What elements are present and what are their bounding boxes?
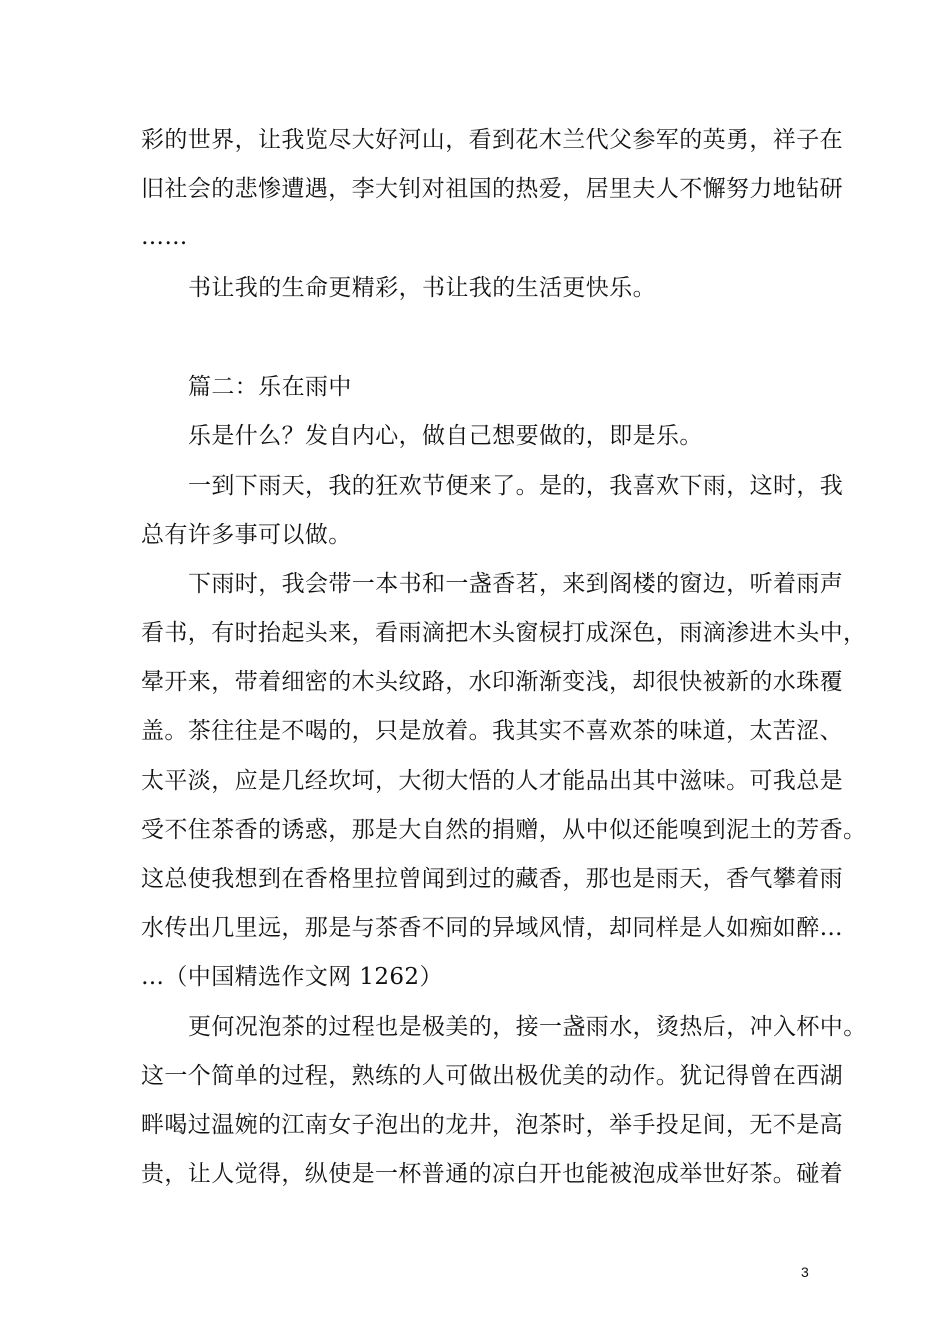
text-line: …（中国精选作文网 1262） <box>141 964 443 990</box>
text-line: 畔喝过温婉的江南女子泡出的龙井，泡茶时，举手投足间，无不是高 <box>141 1112 843 1138</box>
text-line: …… <box>141 224 188 250</box>
text-line: 水传出几里远，那是与茶香不同的异域风情，却同样是人如痴如醉… <box>141 915 843 941</box>
text-line: 这一个简单的过程，熟练的人可做出极优美的动作。犹记得曾在西湖 <box>141 1063 843 1089</box>
text-line: 一到下雨天，我的狂欢节便来了。是的，我喜欢下雨，这时，我 <box>188 473 844 499</box>
text-line: 这总使我想到在香格里拉曾闻到过的藏香，那也是雨天，香气攀着雨 <box>141 866 843 892</box>
text-line: 看书，有时抬起头来，看雨滴把木头窗棂打成深色，雨滴渗进木头中， <box>141 620 867 646</box>
text-line: 书让我的生命更精彩，书让我的生活更快乐。 <box>188 275 656 301</box>
text-line: 太平淡，应是几经坎坷，大彻大悟的人才能品出其中滋味。可我总是 <box>141 768 843 794</box>
text-line: 更何况泡茶的过程也是极美的，接一盏雨水，烫热后，冲入杯中。 <box>188 1014 867 1040</box>
section-heading: 篇二：乐在雨中 <box>188 374 352 400</box>
text-line: 贵，让人觉得，纵使是一杯普通的凉白开也能被泡成举世好茶。碰着 <box>141 1161 843 1187</box>
text-line: 乐是什么？发自内心，做自己想要做的，即是乐。 <box>188 423 703 449</box>
text-line: 总有许多事可以做。 <box>141 522 352 548</box>
text-line: 盖。茶往往是不喝的，只是放着。我其实不喜欢茶的味道，太苦涩、 <box>141 718 843 744</box>
text-line: 彩的世界，让我览尽大好河山，看到花木兰代父参军的英勇，祥子在 <box>141 127 843 153</box>
text-line: 下雨时，我会带一本书和一盏香茗，来到阁楼的窗边，听着雨声 <box>188 571 844 597</box>
text-line: 受不住茶香的诱惑，那是大自然的捐赠，从中似还能嗅到泥土的芳香。 <box>141 817 867 843</box>
page-number: 3 <box>801 1264 809 1280</box>
text-line: 旧社会的悲惨遭遇，李大钊对祖国的热爱，居里夫人不懈努力地钻研 <box>141 176 843 202</box>
text-line: 晕开来，带着细密的木头纹路，水印渐渐变浅，却很快被新的水珠覆 <box>141 669 843 695</box>
